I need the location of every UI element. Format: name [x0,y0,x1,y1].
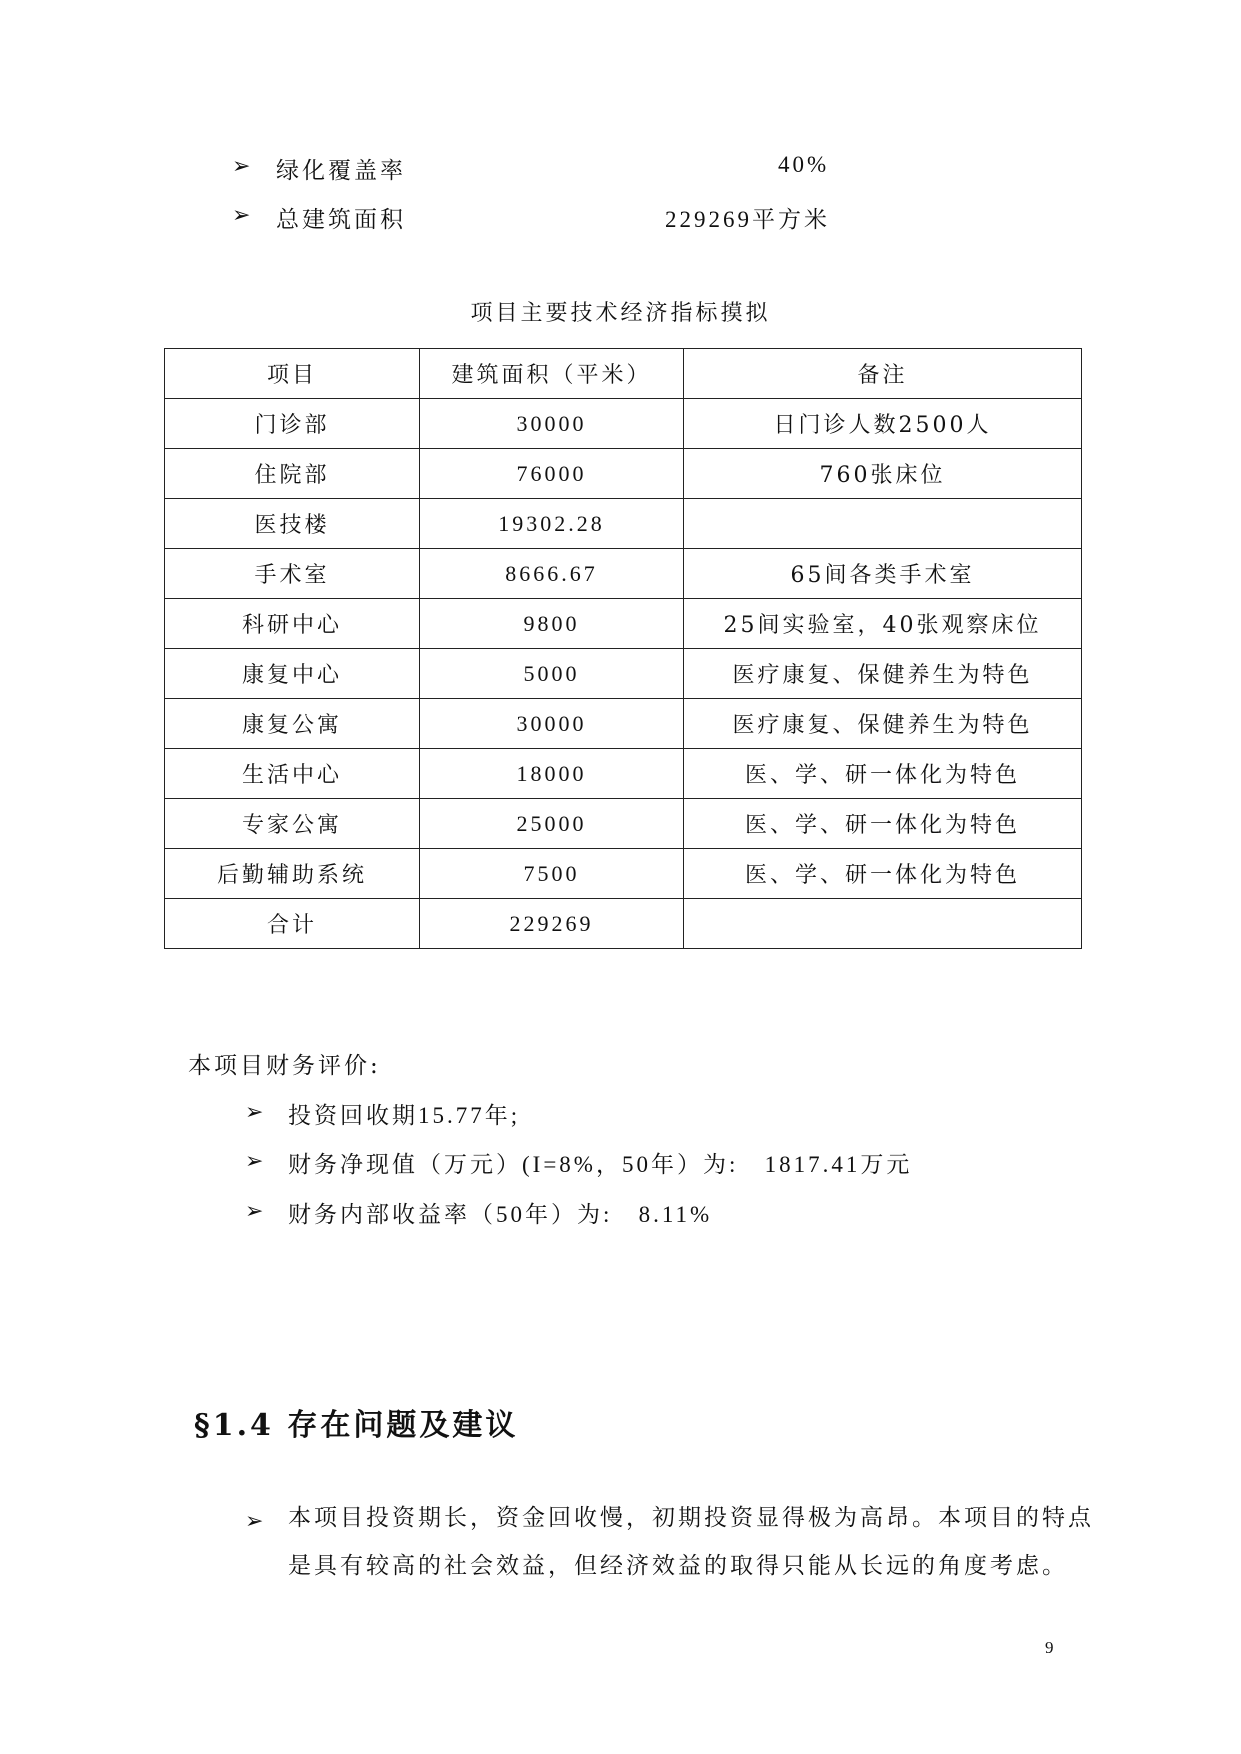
suggestion-paragraph [288,1494,1094,1590]
finance-item-npv: 财务净现值（万元）(I=8%，50年）为: 1817.41万元 [288,1152,913,1177]
table-header-row [165,349,1082,399]
table-row [165,799,1082,849]
cell-area: 229269 [420,899,684,949]
table-row [165,599,1082,649]
cell-item: 合计 [165,899,420,949]
cell-item: 康复公寓 [165,699,420,749]
cell-remark: 医、学、研一体化为特色 [684,799,1082,849]
cell-remark: 25间实验室，40张观察床位 [684,599,1082,649]
bullet-arrow-icon: ➢ [245,1199,264,1224]
table-row [165,399,1082,449]
table-row [165,449,1082,499]
cell-remark: 医疗康复、保健养生为特色 [684,649,1082,699]
cell-area: 9800 [420,599,684,649]
suggestion-line-1: 本项目投资期长，资金回收慢，初期投资显得极为高昂。本项目的特点 [288,1505,1094,1531]
cell-area: 25000 [420,799,684,849]
cell-remark: 医、学、研一体化为特色 [684,849,1082,899]
cell-area: 7500 [420,849,684,899]
cell-item: 专家公寓 [165,799,420,849]
bullet-arrow-icon: ➢ [245,1149,264,1174]
cell-item: 生活中心 [165,749,420,799]
finance-item-payback: 投资回收期15.77年; [288,1103,521,1128]
bullet-arrow-icon: ➢ [245,1509,264,1534]
cell-remark [684,899,1082,949]
cell-remark: 医疗康复、保健养生为特色 [684,699,1082,749]
table-row [165,549,1082,599]
total-area-value: 229269平方米 [665,207,830,232]
table-caption: 项目主要技术经济指标摸拟 [470,301,771,326]
table-row [165,899,1082,949]
cell-item: 科研中心 [165,599,420,649]
cell-item: 医技楼 [165,499,420,549]
cell-item: 康复中心 [165,649,420,699]
cell-item: 住院部 [165,449,420,499]
bullet-arrow-icon: ➢ [232,154,251,179]
finance-item-irr: 财务内部收益率（50年）为: 8.11% [288,1202,713,1227]
indicators-table [164,348,1082,949]
section-heading: §1.4 存在问题及建议 [194,1408,519,1443]
cell-area: 18000 [420,749,684,799]
suggestion-line-2: 是具有较高的社会效益，但经济效益的取得只能从长远的角度考虑。 [288,1553,1068,1579]
cell-item: 后勤辅助系统 [165,849,420,899]
page-number: 9 [1045,1638,1054,1657]
cell-area: 30000 [420,399,684,449]
bullet-arrow-icon: ➢ [232,203,251,228]
cell-remark: 医、学、研一体化为特色 [684,749,1082,799]
greening-rate-value: 40% [778,152,830,177]
cell-area: 19302.28 [420,499,684,549]
table-row [165,849,1082,899]
bullet-arrow-icon: ➢ [245,1100,264,1125]
cell-remark: 日门诊人数2500人 [684,399,1082,449]
column-header-remark: 备注 [684,349,1082,399]
table-row [165,699,1082,749]
table-row [165,749,1082,799]
cell-remark: 65间各类手术室 [684,549,1082,599]
greening-rate-label: 绿化覆盖率 [276,158,406,184]
column-header-area: 建筑面积（平米） [420,349,684,399]
table-row [165,649,1082,699]
cell-area: 8666.67 [420,549,684,599]
cell-area: 76000 [420,449,684,499]
cell-item: 门诊部 [165,399,420,449]
finance-intro: 本项目财务评价: [188,1053,381,1079]
cell-remark [684,499,1082,549]
cell-area: 5000 [420,649,684,699]
cell-area: 30000 [420,699,684,749]
column-header-item: 项目 [165,349,420,399]
cell-remark: 760张床位 [684,449,1082,499]
cell-item: 手术室 [165,549,420,599]
table-row [165,499,1082,549]
total-area-label: 总建筑面积 [276,207,406,233]
